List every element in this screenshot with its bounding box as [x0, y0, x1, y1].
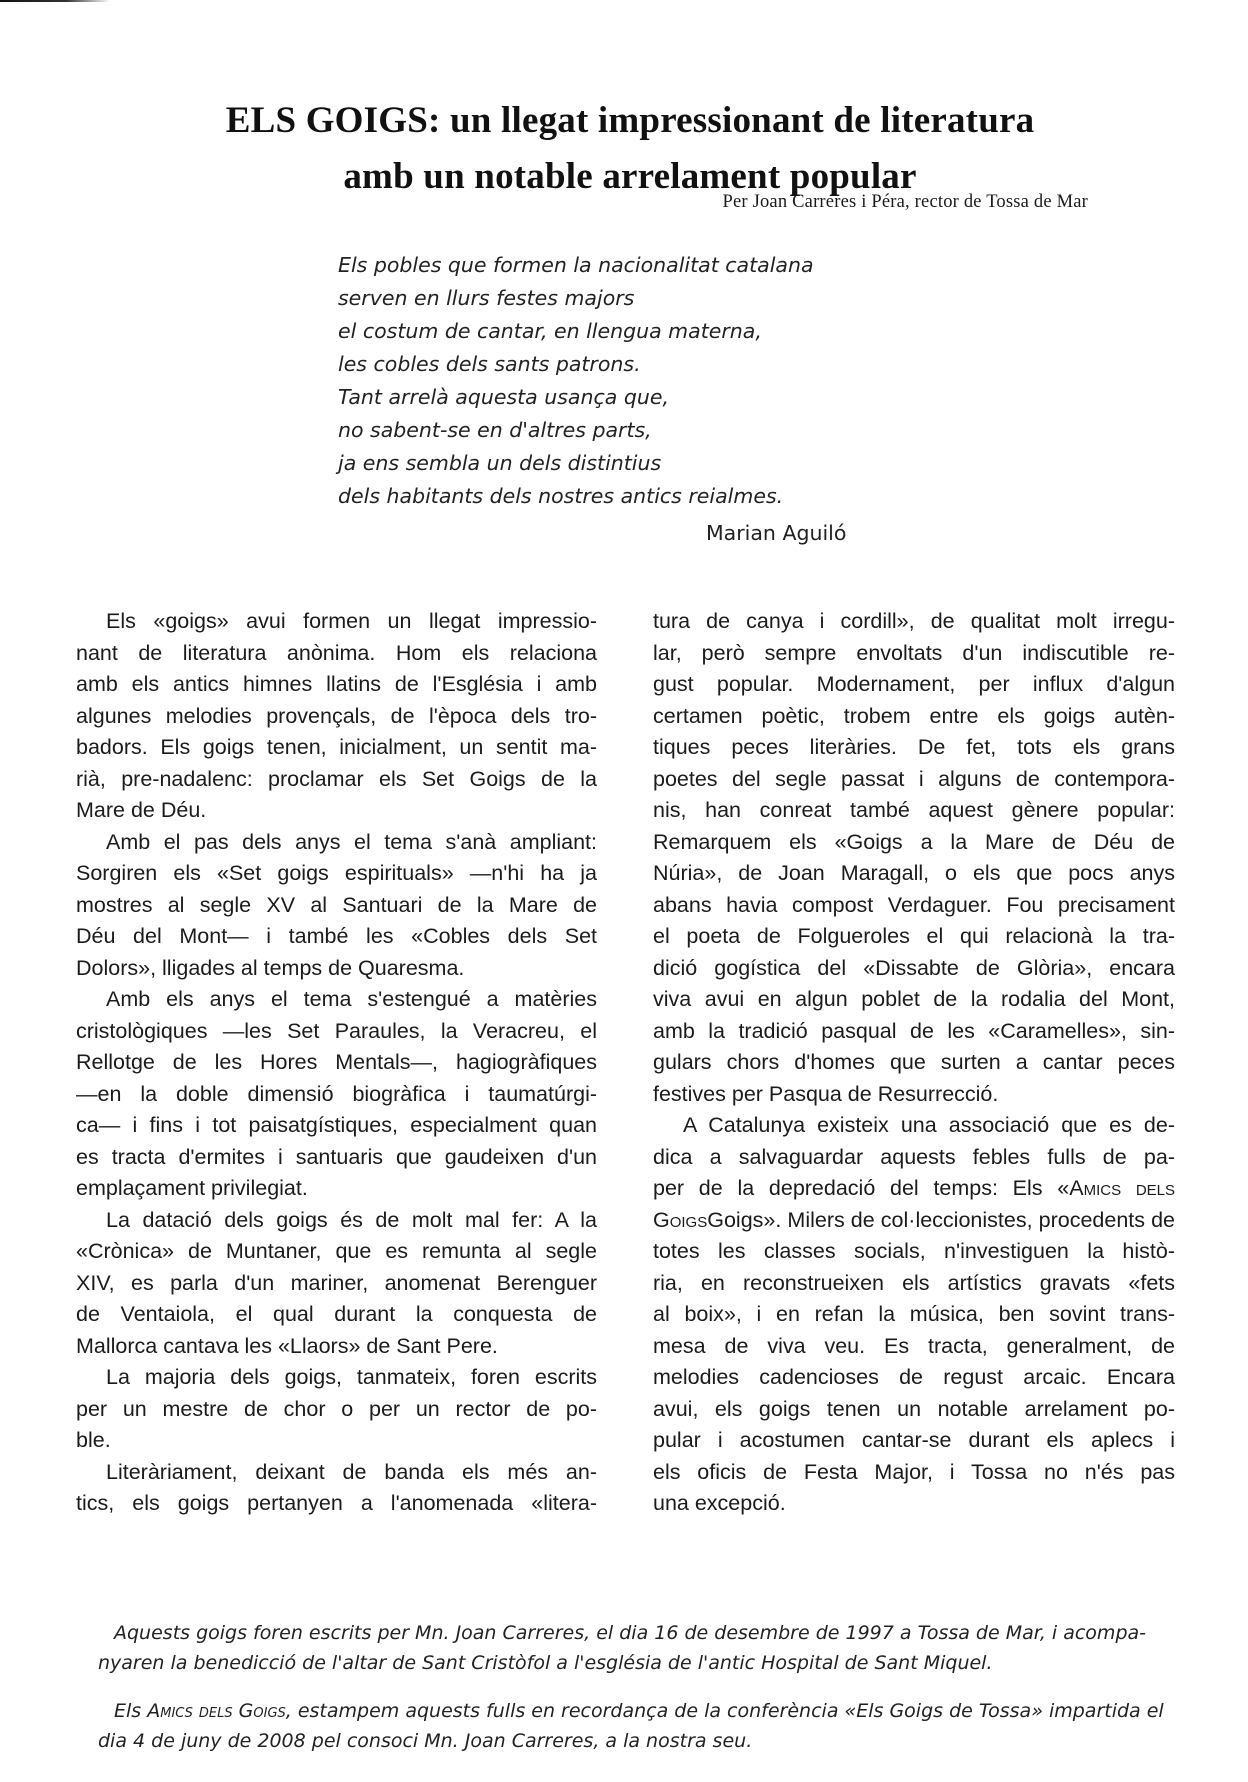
- text-line: Amb el pas dels anys el tema s'anà ampliant:: [106, 829, 597, 854]
- text-line: algunes melodies provençals, de l'època dels tro-: [76, 703, 597, 728]
- text-line: tiques peces literàries. De fet, tots els grans: [653, 735, 1175, 759]
- text-line: Literàriament, deixant de banda els més an-: [106, 1459, 597, 1484]
- poem-verse: dels habitants dels nostres antics reialmes.: [338, 484, 784, 508]
- text-line: «Crònica» de Muntaner, que es remunta al segle: [76, 1239, 597, 1263]
- text-line: els oficis de Festa Major, i Tossa no n'és pas: [653, 1459, 1175, 1484]
- scan-edge-mark: [0, 0, 110, 2]
- text-line: ria, en reconstrueixen els artístics gravats «fets: [653, 1270, 1175, 1295]
- byline: Per Joan Carreres i Péra, rector de Tossa de Mar: [722, 192, 1088, 212]
- text-line-with-smallcaps: [653, 1205, 1175, 1237]
- poem-verse: les cobles dels sants patrons.: [338, 352, 641, 376]
- text-line: La datació dels goigs és de molt mal fer: A la: [106, 1207, 597, 1232]
- poem-verse: Tant arrelà aquesta usança que,: [338, 385, 669, 409]
- footer-line: dia 4 de juny de 2008 pel consoci Mn. Joan Carreres, a la nostra seu.: [98, 1730, 753, 1752]
- text-fragment: per de la depredació del temps: Els «: [653, 1176, 1070, 1200]
- text-line: el poeta de Folgueroles el qui relacionà la tra-: [653, 924, 1175, 948]
- text-line: Amb els anys el tema s'estengué a matèries: [106, 987, 597, 1011]
- text-line: lar, però sempre envoltats d'un indiscutible re-: [653, 640, 1175, 665]
- text-line: Els «goigs» avui formen un llegat impressio-: [106, 609, 597, 633]
- text-line-with-smallcaps: [653, 1173, 1175, 1205]
- text-line: de Ventaiola, el qual durant la conquesta de: [76, 1302, 597, 1326]
- text-line: per un mestre de chor o per un rector de po-: [76, 1396, 597, 1421]
- text-line: tura de canya i cordill», de qualitat molt irregu-: [653, 609, 1175, 633]
- text-line: Sorgiren els «Set goigs espirituals» —n'hi ha ja: [76, 861, 597, 885]
- footer-line: nyaren la benedicció de l'altar de Sant Cristòfol a l'església de l'antic Hospital de Sant Miquel.: [98, 1652, 993, 1674]
- text-line: dició gogística del «Dissabte de Glòria», encara: [653, 955, 1175, 980]
- text-line: rià, pre-nadalenc: proclamar els Set Goigs de la: [76, 766, 597, 791]
- footer-line: [114, 1696, 1238, 1726]
- text-line: —en la doble dimensió biogràfica i taumatúrgi-: [76, 1081, 597, 1106]
- text-line: festives per Pasqua de Resurrecció.: [653, 1081, 999, 1106]
- smallcaps-fragment: Amics dels: [1069, 1176, 1176, 1200]
- text-line: es tracta d'ermites i santuaris que gaudeixen d'un: [76, 1144, 597, 1169]
- text-line: badors. Els goigs tenen, inicialment, un sentit ma-: [76, 735, 597, 759]
- text-line: avui, els goigs tenen un notable arrelament po-: [653, 1396, 1175, 1421]
- text-line: gust popular. Modernament, per influx d'algun: [653, 672, 1175, 696]
- poem-verse: serven en llurs festes majors: [338, 286, 635, 310]
- text-line: ca— i fins i tot paisatgístiques, especialment quan: [76, 1113, 597, 1137]
- article-title: [150, 93, 1110, 205]
- text-line: melodies cadencioses de regust arcaic. Encara: [653, 1365, 1175, 1389]
- text-line: gulars chors d'homes que surten a cantar peces: [653, 1050, 1175, 1074]
- body-column-right: [653, 606, 1175, 1520]
- text-line: nis, han conreat també aquest gènere popular:: [653, 798, 1175, 822]
- text-line: Núria», de Joan Maragall, o els que pocs anys: [653, 861, 1175, 885]
- footer-line: Aquests goigs foren escrits per Mn. Joan Carreres, el dia 16 de desembre de 1997 a Tossa de Mar, i acompa-: [114, 1622, 1147, 1644]
- smallcaps-fragment: Goigs: [653, 1207, 708, 1232]
- title-line-1: ELS GOIGS: un llegat impressionant de literatura: [225, 99, 1035, 141]
- text-line: tics, els goigs pertanyen a l'anomenada «litera-: [76, 1491, 597, 1515]
- text-line: La majoria dels goigs, tanmateix, foren escrits: [106, 1365, 597, 1389]
- text-line: amb els antics himnes llatins de l'Església i amb: [76, 672, 597, 696]
- poem-verse: ja ens sembla un dels distintius: [338, 451, 662, 475]
- text-line: amb la tradició pasqual de les «Caramelles», sin-: [653, 1018, 1175, 1043]
- footer-note-printing: [98, 1696, 1238, 1756]
- text-line: al boix», i en refan la música, ben sovint trans-: [653, 1302, 1175, 1326]
- poem-author: Marian Aguiló: [706, 521, 847, 545]
- text-line: poetes del segle passat i alguns de contempora-: [653, 766, 1175, 791]
- text-line: Dolors», lligades al temps de Quaresma.: [76, 955, 465, 980]
- text-line: abans havia compost Verdaguer. Fou precisament: [653, 892, 1175, 917]
- text-line: Rellotge de les Hores Mentals—, hagiogràfiques: [76, 1050, 597, 1074]
- text-line: cristològiques —les Set Paraules, la Veracreu, el: [76, 1018, 597, 1043]
- body-column-left: [76, 606, 597, 1520]
- smallcaps-fragment: Amics dels Goigs: [147, 1700, 286, 1722]
- text-line: ble.: [76, 1428, 111, 1452]
- text-fragment: Goigs». Milers de col·leccionistes, procedents de: [707, 1207, 1175, 1232]
- text-line: mesa de viva veu. Es tracta, generalment, de: [653, 1333, 1175, 1358]
- text-line: certamen poètic, trobem entre els goigs autèn-: [653, 703, 1175, 728]
- text-fragment: Els: [114, 1700, 148, 1722]
- text-line: totes les classes socials, n'investiguen la histò-: [653, 1239, 1175, 1263]
- text-line: nant de literatura anònima. Hom els relaciona: [76, 640, 597, 665]
- text-line: XIV, es parla d'un mariner, anomenat Berenguer: [76, 1270, 597, 1295]
- poem-verse: Els pobles que formen la nacionalitat catalana: [338, 253, 814, 277]
- text-line: emplaçament privilegiat.: [76, 1176, 308, 1200]
- poem-verse: el costum de cantar, en llengua materna,: [338, 319, 762, 343]
- text-line: mostres al segle XV al Santuari de la Mare de: [76, 892, 597, 917]
- poem-verse: no sabent-se en d'altres parts,: [338, 418, 652, 442]
- title-line-2: amb un notable arrelament popular: [343, 155, 917, 197]
- text-fragment: , estampem aquests fulls en recordança de la conferència «Els Goigs de Tossa» impartida el: [285, 1700, 1164, 1722]
- text-line: Mare de Déu.: [76, 798, 207, 822]
- text-line: Mallorca cantava les «Llaors» de Sant Pere.: [76, 1333, 498, 1358]
- text-line: dica a salvaguardar aquests febles fulls de pa-: [653, 1144, 1175, 1169]
- text-line: Déu del Mont— i també les «Cobles dels Set: [76, 924, 597, 948]
- text-line: A Catalunya existeix una associació que es de-: [683, 1113, 1175, 1137]
- footer-notes: [98, 1618, 1238, 1774]
- epigraph-poem: [338, 249, 814, 513]
- text-line: una excepció.: [653, 1491, 786, 1515]
- text-line: viva avui en algun poblet de la rodalia del Mont,: [653, 987, 1175, 1011]
- footer-note-authorship: [98, 1618, 1238, 1678]
- text-line: pular i acostumen cantar-se durant els aplecs i: [653, 1428, 1175, 1452]
- text-line: Remarquem els «Goigs a la Mare de Déu de: [653, 829, 1175, 854]
